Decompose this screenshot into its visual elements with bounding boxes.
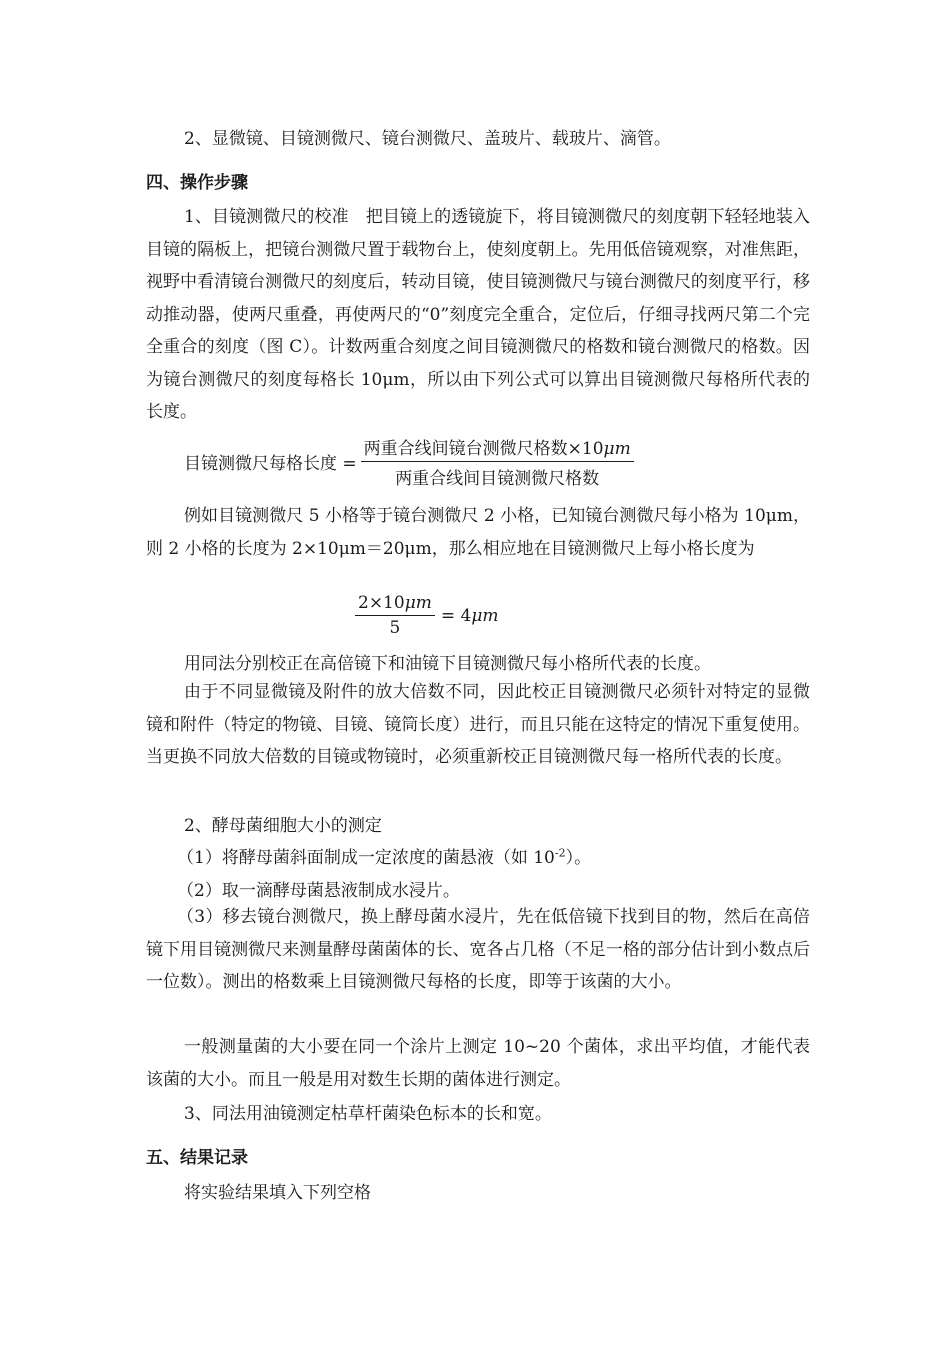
formula-2-result: = 4μm: [440, 605, 499, 626]
results-instruction: 将实验结果填入下列空格: [184, 1183, 371, 1203]
formula-1-fraction: [361, 434, 634, 489]
section-5-heading: 五、结果记录: [146, 1148, 248, 1168]
formula-1-lhs: 目镜测微尺每格长度 =: [184, 454, 357, 474]
substep-2: （2）取一滴酵母菌悬液制成水浸片。: [177, 881, 460, 901]
step-3: 3、同法用油镜测定枯草杆菌染色标本的长和宽。: [184, 1104, 552, 1124]
substep-1: （1）将酵母菌斜面制成一定浓度的菌悬液（如 $10^{-2}$）。: [177, 846, 592, 868]
formula-eyepiece-length: [184, 434, 634, 489]
formula-example: [355, 593, 499, 638]
step-1-paragraph: 1、目镜测微尺的校准 把目镜上的透镜旋下，将目镜测微尺的刻度朝下轻轻地装入目镜的隔板上，把镜台测微尺置于载物台上，使刻度朝上。先用低倍镜观察，对准焦距，视野中看清镜台测微尺的刻度后，转动目镜，使目镜测微尺与镜台测微尺的刻度平行，移动推动器，使两尺重叠，再使两尺的“0”刻度完全重合，定位后，仔细寻找两尺第二个完全重合的刻度（图 C）。计数两重合刻度之间目镜测微尺的格数和镜台测微尺的格数。因为镜台测微尺的刻度每格长 10μm，所以由下列公式可以算出目镜测微尺每格所代表的长度。: [146, 207, 810, 422]
substep-3: （3）移去镜台测微尺，换上酵母菌水浸片，先在低倍镜下找到目的物，然后在高倍镜下用目镜测微尺来测量酵母菌菌体的长、宽各占几格（不足一格的部分估计到小数点后一位数）。测出的格数乘上目镜测微尺每格的长度，即等于该菌的大小。: [146, 907, 810, 992]
section-4-heading: 四、操作步骤: [146, 173, 248, 193]
formula-1-numerator: 两重合线间镜台测微尺格数×10μm: [361, 434, 634, 462]
materials-item-2: 2、显微镜、目镜测微尺、镜台测微尺、盖玻片、载玻片、滴管。: [184, 129, 671, 149]
calibration-note: 由于不同显微镜及附件的放大倍数不同，因此校正目镜测微尺必须针对特定的显微镜和附件（特定的物镜、目镜、镜筒长度）进行，而且只能在这特定的情况下重复使用。当更换不同放大倍数的目镜或物镜时，必须重新校正目镜测微尺每一格所代表的长度。: [146, 682, 810, 767]
formula-2-numerator: 2×10μm: [355, 593, 435, 616]
formula-2-fraction: [355, 593, 435, 638]
high-power-line: 用同法分别校正在高倍镜下和油镜下目镜测微尺每小格所代表的长度。: [184, 654, 711, 674]
general-note: 一般测量菌的大小要在同一个涂片上测定 10~20 个菌体，求出平均值，才能代表该菌的大小。而且一般是用对数生长期的菌体进行测定。: [146, 1037, 810, 1090]
formula-1-denominator: 两重合线间目镜测微尺格数: [395, 469, 600, 489]
example-paragraph: 例如目镜测微尺 5 小格等于镜台测微尺 2 小格，已知镜台测微尺每小格为 10μm，则 2 小格的长度为 2×10μm＝20μm，那么相应地在目镜测微尺上每小格长度为: [146, 506, 810, 559]
step-2-heading: 2、酵母菌细胞大小的测定: [184, 816, 382, 836]
formula-2-denominator: 5: [389, 618, 401, 638]
